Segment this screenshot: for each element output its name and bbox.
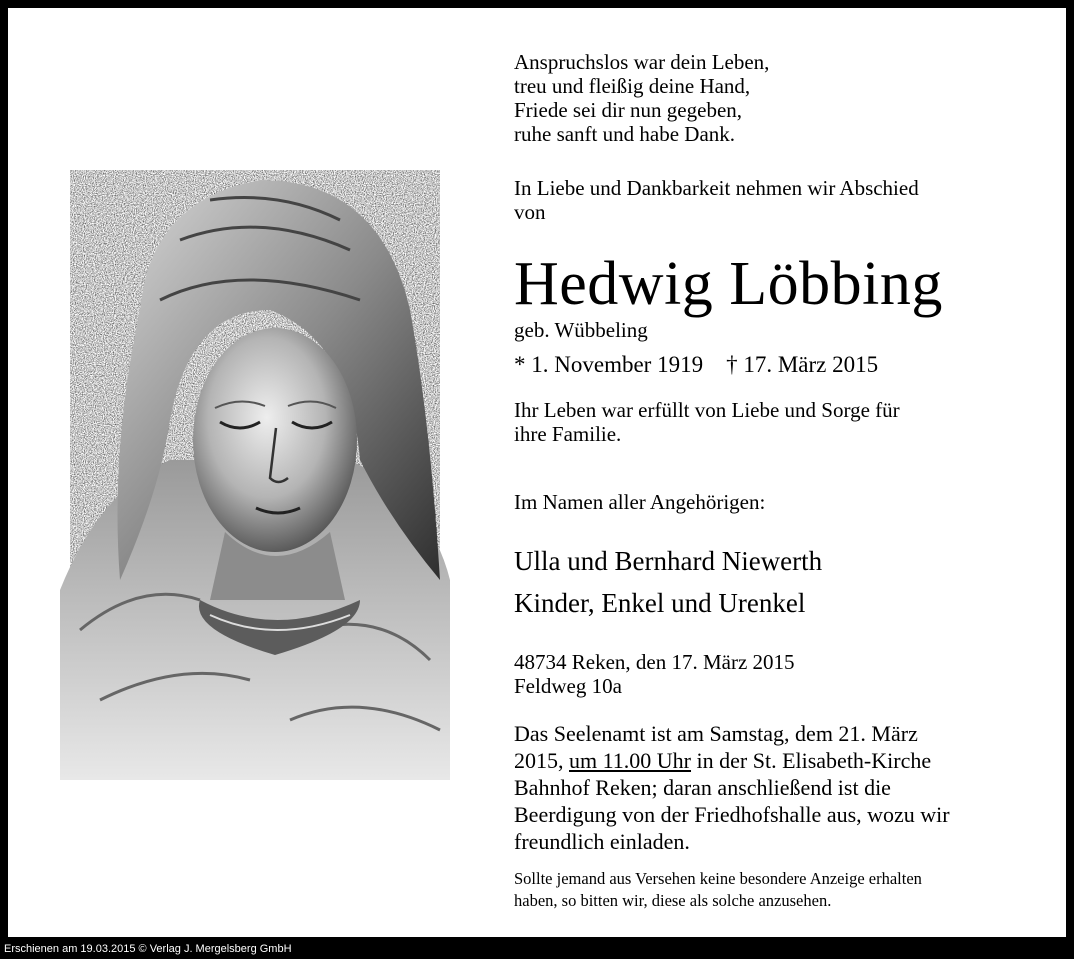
service-line: 2015, um 11.00 Uhr in der St. Elisabeth-Kirche <box>514 748 932 773</box>
verse-line: treu und fleißig deine Hand, <box>514 74 751 98</box>
note-line: haben, so bitten wir, diese als solche anzusehen. <box>514 891 832 910</box>
service-info <box>514 720 1054 855</box>
obituary-card <box>8 8 1066 937</box>
verse-line: Anspruchslos war dein Leben, <box>514 50 770 74</box>
life-dates <box>514 351 1054 379</box>
service-line: Beerdigung von der Friedhofshalle aus, wozu wir <box>514 802 950 827</box>
mourner-line: Ulla und Bernhard Niewerth <box>514 546 823 576</box>
maiden-name: geb. Wübbeling <box>514 318 648 342</box>
intro-line: In Liebe und Dankbarkeit nehmen wir Abschied <box>514 176 919 200</box>
verse-line: Friede sei dir nun gegeben, <box>514 98 743 122</box>
deceased-name: Hedwig Löbbing <box>514 250 943 318</box>
mourners-heading: Im Namen aller Angehörigen: <box>514 490 766 514</box>
death-date: † 17. März 2015 <box>726 352 879 377</box>
note-line: Sollte jemand aus Versehen keine besondere Anzeige erhalten <box>514 869 922 888</box>
life-line: ihre Familie. <box>514 422 622 446</box>
service-line: freundlich einladen. <box>514 829 690 854</box>
life-description <box>514 398 1054 446</box>
address-block <box>514 650 1054 698</box>
service-line: Bahnhof Reken; daran anschließend ist die <box>514 775 891 800</box>
street: Feldweg 10a <box>514 674 622 698</box>
life-line: Ihr Leben war erfüllt von Liebe und Sorge für <box>514 398 900 422</box>
memorial-verse <box>514 50 1054 146</box>
service-time: um 11.00 Uhr <box>569 748 692 773</box>
mourners-names <box>514 540 1054 624</box>
verse-line: ruhe sanft und habe Dank. <box>514 122 736 146</box>
mourner-line: Kinder, Enkel und Urenkel <box>514 588 806 618</box>
madonna-portrait-image <box>60 160 450 780</box>
intro-line: von <box>514 200 546 224</box>
place-date: 48734 Reken, den 17. März 2015 <box>514 650 795 674</box>
farewell-intro <box>514 176 1054 224</box>
service-line: Das Seelenamt ist am Samstag, dem 21. März <box>514 721 918 746</box>
notice-note <box>514 868 1054 912</box>
birth-date: * 1. November 1919 <box>514 352 704 377</box>
publication-footer: Erschienen am 19.03.2015 © Verlag J. Mergelsberg GmbH <box>4 943 292 955</box>
